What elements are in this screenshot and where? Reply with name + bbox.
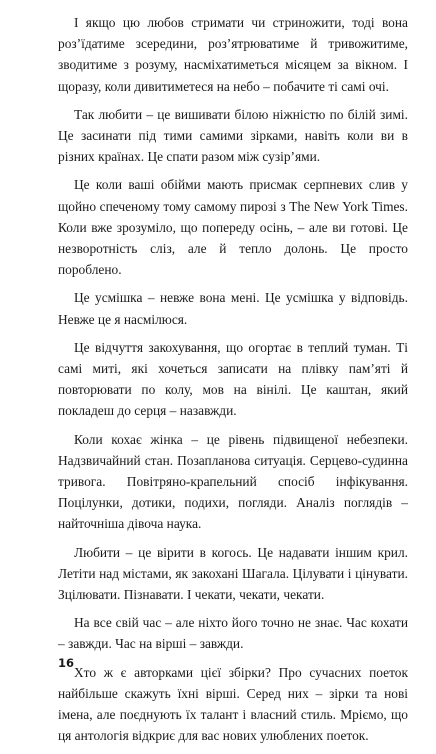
paragraph-8: На все свій час – але ніхто його точно не знає. Час кохати – завжди. Час на вірші – завжди.: [58, 615, 408, 652]
paragraph-6: Коли кохає жінка – це рівень підвищеної небезпеки. Надзвичайний стан. Позапланова ситуація. Серцево-судинна тривога. Повітряно-крапельний спосіб інфікування. Поцілунки, дотики, подихи, погляди. Аналіз поглядів – найточніша дівоча наука.: [58, 431, 408, 532]
text-column: [58, 12, 408, 754]
paragraph-7: Любити – це вірити в когось. Це надавати іншим крил. Летіти над містами, як закохані Шагала. Цілувати і цінувати. Зцілювати. Пізнавати. І чекати, чекати, чекати.: [58, 544, 408, 603]
paragraph-3: Це коли ваші обійми мають присмак серпневих слив у щойно спеченому тому самому пирозі з The New York Times. Коли вже зрозуміло, що попереду осінь, – але ви готові. Це незворотність сліз, але й тепло долонь. Це просто пороблено.: [58, 177, 408, 278]
paragraph-1: І якщо цю любов стримати чи стриножити, тоді вона роз’їдатиме зсередини, роз’ятрюватиме й тривожитиме, зводитиме з розуму, насміхатиметься місяцем за вікном. І щоразу, коли дивитиметеся на небо – побачите ті самі очі.: [58, 15, 408, 94]
paragraph-4: Це усмішка – невже вона мені. Це усмішка у відповідь. Невже це я насмілюся.: [58, 290, 408, 327]
paragraph-5: Це відчуття закохування, що огортає в теплий туман. Ті самі миті, які хочеться записати на плівку пам’яті й повторювати по колу, мов на вінілі. Це каштан, який покладеш до серця – назавжди.: [58, 339, 408, 419]
paragraph-9: Хто ж є авторками цієї збірки? Про сучасних поеток найбільше скажуть їхні вірші. Серед них – зірки та нові імена, але поєднують їх талант і власний стиль. Мріємо, що ця антологія відкриє для вас нових улюблених поеток.: [58, 664, 408, 744]
page-number: 16: [58, 656, 75, 670]
paragraph-2: Так любити – це вишивати білою ніжністю по білій зимі. Це засинати під тими самими зірками, навіть коли ви в різних країнах. Це спати разом між сузір’ями.: [58, 106, 408, 165]
